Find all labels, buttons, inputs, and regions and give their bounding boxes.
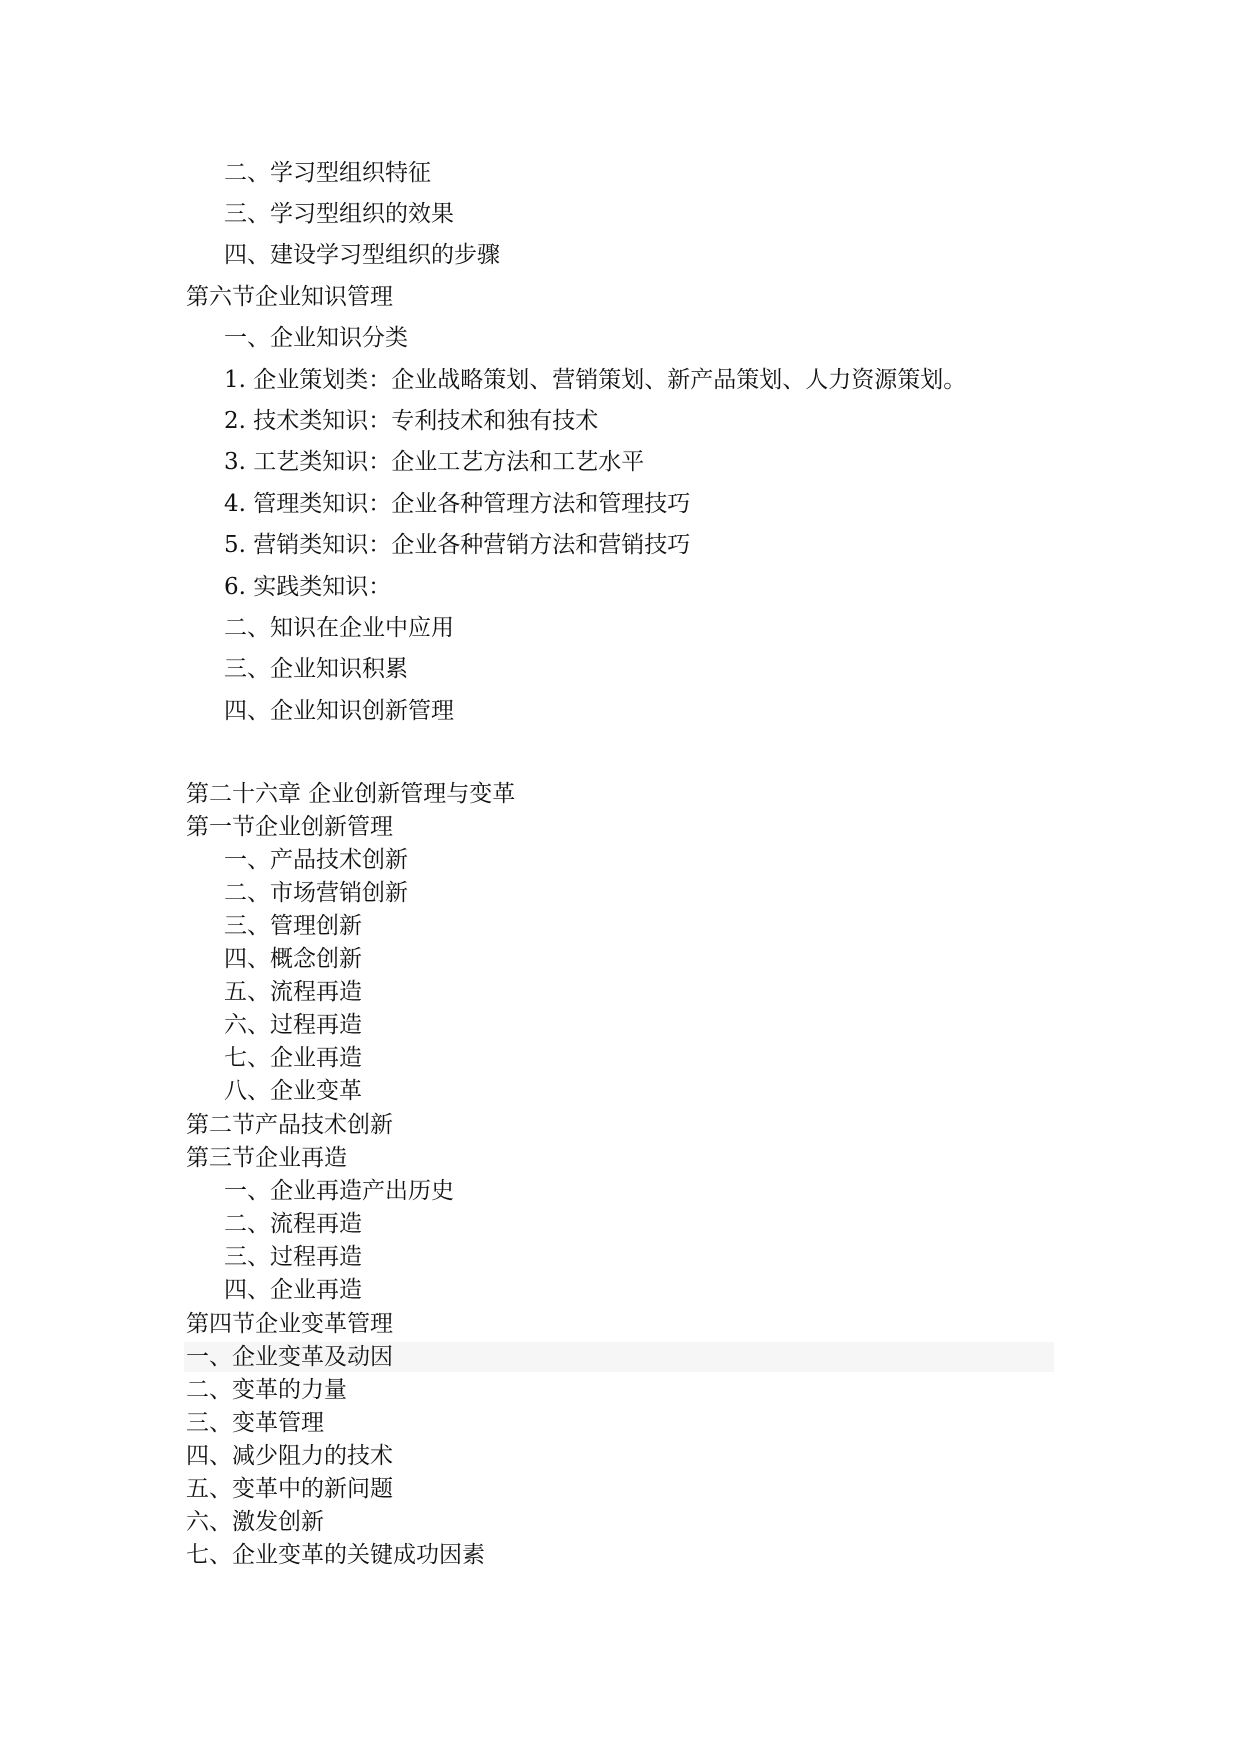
section-heading: 第一节企业创新管理 bbox=[186, 814, 393, 840]
outline-item: 三、企业知识积累 bbox=[224, 656, 408, 682]
section-heading: 第三节企业再造 bbox=[186, 1145, 347, 1171]
outline-item: 五、流程再造 bbox=[224, 979, 362, 1005]
outline-item: 一、企业知识分类 bbox=[224, 325, 408, 351]
outline-item: 二、市场营销创新 bbox=[224, 880, 408, 906]
outline-item: 三、过程再造 bbox=[224, 1244, 362, 1270]
numbered-item: 6. 实践类知识： bbox=[224, 574, 392, 600]
outline-item: 七、企业变革的关键成功因素 bbox=[186, 1542, 485, 1568]
chapter-heading: 第二十六章 企业创新管理与变革 bbox=[186, 781, 516, 807]
outline-item: 四、建设学习型组织的步骤 bbox=[224, 242, 500, 268]
section-heading: 第二节产品技术创新 bbox=[186, 1112, 393, 1138]
outline-item: 四、企业知识创新管理 bbox=[224, 698, 454, 724]
outline-item: 三、学习型组织的效果 bbox=[224, 201, 454, 227]
numbered-item: 5. 营销类知识：企业各种营销方法和营销技巧 bbox=[224, 532, 691, 558]
outline-item: 三、管理创新 bbox=[224, 913, 362, 939]
outline-item: 三、变革管理 bbox=[186, 1410, 324, 1436]
numbered-item: 1. 企业策划类：企业战略策划、营销策划、新产品策划、人力资源策划。 bbox=[224, 367, 967, 393]
numbered-item: 4. 管理类知识：企业各种管理方法和管理技巧 bbox=[224, 491, 691, 517]
outline-item: 二、变革的力量 bbox=[186, 1377, 347, 1403]
outline-item: 一、企业变革及动因 bbox=[186, 1344, 393, 1370]
numbered-item: 2. 技术类知识：专利技术和独有技术 bbox=[224, 408, 599, 434]
section-heading: 第六节企业知识管理 bbox=[186, 284, 393, 310]
outline-item: 一、企业再造产出历史 bbox=[224, 1178, 454, 1204]
outline-item: 一、产品技术创新 bbox=[224, 847, 408, 873]
outline-item: 六、激发创新 bbox=[186, 1509, 324, 1535]
outline-item: 四、概念创新 bbox=[224, 946, 362, 972]
outline-item: 四、减少阻力的技术 bbox=[186, 1443, 393, 1469]
outline-item: 六、过程再造 bbox=[224, 1012, 362, 1038]
outline-item: 八、企业变革 bbox=[224, 1078, 362, 1104]
outline-item: 二、知识在企业中应用 bbox=[224, 615, 454, 641]
section-heading: 第四节企业变革管理 bbox=[186, 1311, 393, 1337]
outline-item: 五、变革中的新问题 bbox=[186, 1476, 393, 1502]
outline-item: 四、企业再造 bbox=[224, 1277, 362, 1303]
outline-item: 二、学习型组织特征 bbox=[224, 160, 431, 186]
numbered-item: 3. 工艺类知识：企业工艺方法和工艺水平 bbox=[224, 449, 645, 475]
outline-item: 二、流程再造 bbox=[224, 1211, 362, 1237]
outline-item: 七、企业再造 bbox=[224, 1045, 362, 1071]
